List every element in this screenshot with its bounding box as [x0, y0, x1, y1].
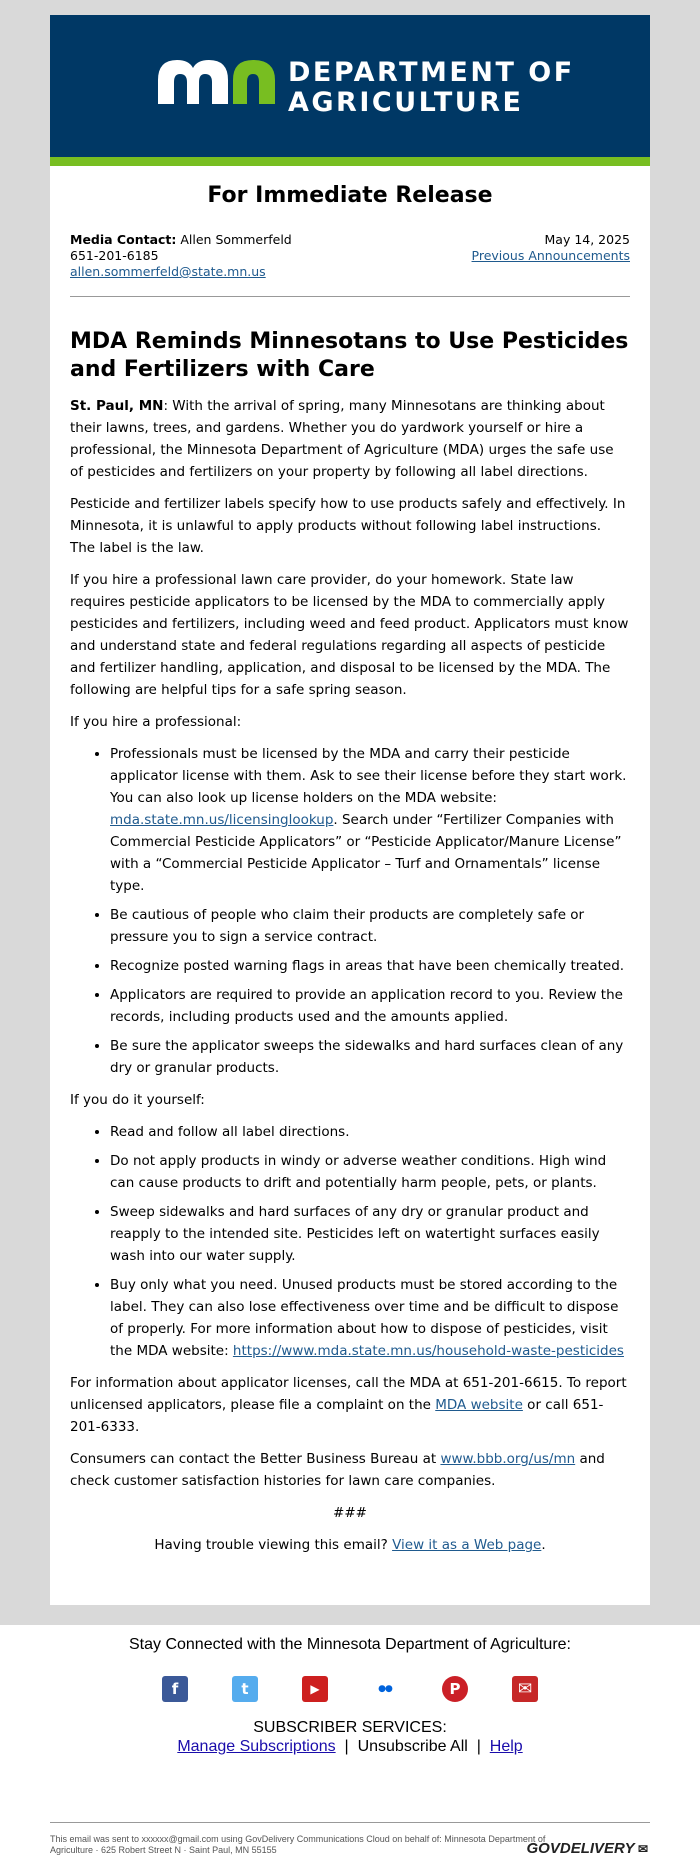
list-item-text: Professionals must be licensed by the MDA and carry their pesticide applicator license with them. Ask to see their license before they start work. You can also look up license holders on the MDA website: — [110, 746, 627, 806]
paragraph-bbb — [70, 1448, 630, 1492]
flickr-icon[interactable] — [372, 1676, 398, 1702]
contact-label: Media Contact: — [70, 232, 177, 247]
view-web-page-link[interactable]: View it as a Web page — [392, 1537, 542, 1553]
list-item-text: Buy only what you need. Unused products must be stored according to the label. They can also lose effectiveness over time and be difficult to dispose of properly. For more information about how to dispose of pesticides, visit the MDA website: — [110, 1277, 619, 1359]
trouble-viewing — [70, 1534, 630, 1556]
list-item: • Recognize posted warning flags in areas that have been chemically treated. — [110, 955, 630, 977]
trouble-text: . — [541, 1537, 546, 1553]
release-title: For Immediate Release — [207, 183, 493, 208]
separator: | — [344, 1738, 349, 1755]
contact-email-link[interactable]: allen.sommerfeld@state.mn.us — [70, 264, 266, 279]
subscriber-links — [0, 1737, 700, 1756]
article-headline: MDA Reminds Minnesotans to Use Pesticides and Fertilizers with Care — [70, 329, 629, 382]
list-item-text: . Search under “Fertilizer Companies with Commercial Pesticide Applicators” or “Pesticide Applicator/Manure License” with a “Commercial Pesticide Applicator – Turf and Ornamentals” license type. — [110, 812, 622, 894]
professional-intro: If you hire a professional: — [70, 714, 242, 730]
email-icon[interactable] — [512, 1676, 538, 1702]
stay-connected: Stay Connected with the Minnesota Department of Agriculture: — [128, 1636, 571, 1653]
paragraph-professional: If you hire a professional lawn care provider, do your homework. State law requires pesticide applicators to be licensed by the MDA to commercially apply pesticides and fertilizers, including weed and feed product. Applicators must know and understand state and federal regulations regarding all aspects of pesticide and fertilizer handling, application, and disposal to be licensed by the MDA. The following are helpful tips for a safe spring season. — [70, 572, 629, 698]
paragraph-intro-text: : With the arrival of spring, many Minnesotans are thinking about their lawns, trees, and gardens. Whether you do yardwork yourself or hire a professional, the Minnesota Department of Agriculture (MDA) urges the safe use of pesticides and fertilizers on your property by following all label directions. — [70, 398, 614, 480]
email-glyph: ✉ — [517, 1679, 533, 1699]
bbb-text: and check customer satisfaction histories for lawn care companies. — [70, 1451, 605, 1489]
unsubscribe-all-link[interactable]: Unsubscribe All — [357, 1738, 468, 1755]
govdelivery-text: GOVDELIVERY — [526, 1840, 635, 1857]
list-item: • Read and follow all label directions. — [110, 1121, 630, 1143]
separator: | — [476, 1738, 481, 1755]
facebook-glyph: f — [171, 1680, 179, 1698]
envelope-icon: ✉ — [634, 1842, 648, 1856]
pinterest-icon[interactable] — [442, 1676, 468, 1702]
twitter-icon[interactable] — [232, 1676, 258, 1702]
list-item: • Sweep sidewalks and hard surfaces of any dry or granular product and reapply to the intended site. Pesticides left on watertight surfaces easily wash into our water supply. — [110, 1201, 630, 1267]
date-block — [472, 232, 630, 264]
paragraph-labels: Pesticide and fertilizer labels specify how to use products safely and effectively. In Minnesota, it is unlawful to apply products without following label instructions. The label is the law. — [70, 496, 626, 556]
flickr-glyph: ●● — [378, 1684, 392, 1694]
divider — [70, 296, 630, 297]
govdelivery-logo — [527, 1840, 648, 1857]
list-item: • Be cautious of people who claim their products are completely safe or pressure you to sign a service contract. — [110, 904, 630, 948]
footer — [0, 1625, 700, 1756]
mda-website-link[interactable]: MDA website — [435, 1397, 523, 1413]
household-waste-link[interactable]: https://www.mda.state.mn.us/household-waste-pesticides — [232, 1343, 624, 1359]
trouble-text: Having trouble viewing this email? — [154, 1537, 393, 1553]
manage-subscriptions-link[interactable]: Manage Subscriptions — [177, 1738, 336, 1755]
diy-list — [70, 1121, 630, 1362]
youtube-glyph: ▶ — [310, 1682, 320, 1696]
end-mark: ### — [333, 1505, 367, 1521]
dept-line-1: DEPARTMENT OF — [288, 57, 575, 88]
youtube-icon[interactable] — [302, 1676, 328, 1702]
dateline: St. Paul, MN — [70, 398, 164, 414]
bbb-text: Consumers can contact the Better Business Bureau at — [70, 1451, 441, 1467]
diy-intro: If you do it yourself: — [70, 1092, 205, 1108]
paragraph-intro — [70, 395, 630, 483]
previous-announcements-link[interactable]: Previous Announcements — [471, 248, 630, 263]
facebook-icon[interactable] — [162, 1676, 188, 1702]
licensing-lookup-link[interactable]: mda.state.mn.us/licensinglookup — [110, 812, 334, 828]
help-link[interactable]: Help — [489, 1738, 523, 1755]
list-item — [110, 743, 630, 897]
legal-divider — [50, 1822, 650, 1823]
list-item: • Applicators are required to provide an application record to you. Review the records, including products used and the amounts applied. — [110, 984, 630, 1028]
bbb-link[interactable]: www.bbb.org/us/mn — [440, 1451, 576, 1467]
social-icons — [0, 1676, 700, 1702]
contact-name: Allen Sommerfeld — [180, 232, 292, 247]
dept-line-2: AGRICULTURE — [288, 87, 524, 118]
article-body — [70, 395, 630, 1566]
media-contact — [70, 232, 292, 280]
twitter-glyph: t — [241, 1680, 249, 1698]
mn-logo-icon — [155, 58, 279, 104]
paragraph-info — [70, 1372, 630, 1438]
legal-text: This email was sent to xxxxxx@gmail.com using GovDelivery Communications Cloud on behalf of: Minnesota Department of Agriculture · 625 Robert Street N · Saint Paul, MN 55155 — [50, 1834, 546, 1855]
contact-phone: 651-201-6185 — [70, 248, 159, 263]
info-text: or call 651-201-6333. — [70, 1397, 604, 1435]
subscriber-services-title: SUBSCRIBER SERVICES: — [253, 1719, 447, 1736]
list-item — [110, 1274, 630, 1362]
release-date: May 14, 2025 — [544, 232, 630, 247]
department-name — [288, 58, 575, 118]
pinterest-glyph: P — [449, 1680, 461, 1698]
list-item: • Do not apply products in windy or adverse weather conditions. High wind can cause products to drift and potentially harm people, pets, or plants. — [110, 1150, 630, 1194]
header-green-bar — [50, 157, 650, 166]
info-text: For information about applicator licenses, call the MDA at 651-201-6615. To report unlicensed applicators, please file a complaint on the — [70, 1375, 627, 1413]
list-item: • Be sure the applicator sweeps the sidewalks and hard surfaces clean of any dry or granular products. — [110, 1035, 630, 1079]
professional-list — [70, 743, 630, 1079]
